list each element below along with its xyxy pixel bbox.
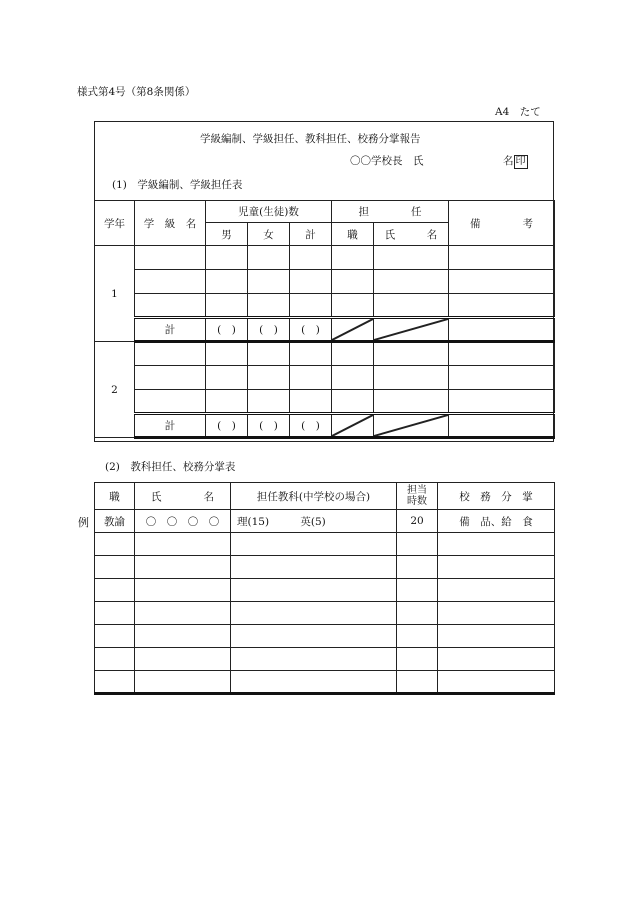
header-total: 計	[290, 223, 332, 246]
paren-male[interactable]: ( )	[206, 318, 248, 342]
example-duty: 備 品、給 食	[438, 510, 555, 533]
table-cell[interactable]	[438, 602, 555, 625]
table-cell[interactable]	[206, 294, 248, 318]
paren-female[interactable]: ( )	[248, 318, 290, 342]
table-cell[interactable]	[397, 625, 438, 648]
table-cell[interactable]	[135, 533, 231, 556]
example-subject-1: 理(15)	[237, 515, 270, 528]
table-cell[interactable]	[231, 556, 397, 579]
table-cell[interactable]	[231, 533, 397, 556]
example-position: 教諭	[95, 510, 135, 533]
table-cell[interactable]	[248, 270, 290, 294]
table-cell[interactable]	[290, 342, 332, 366]
table-cell[interactable]	[135, 366, 206, 390]
table-cell[interactable]	[332, 366, 374, 390]
table-cell[interactable]	[332, 246, 374, 270]
table-cell[interactable]	[449, 414, 555, 438]
hours-line1: 担当	[407, 485, 427, 496]
table-cell[interactable]	[397, 556, 438, 579]
header-duty: 校 務 分 掌	[438, 483, 555, 510]
example-label: 例	[78, 516, 89, 529]
form-id: 様式第4号（第8条関係）	[77, 86, 196, 98]
table-cell[interactable]	[206, 342, 248, 366]
table-cell[interactable]	[135, 648, 231, 671]
table-cell[interactable]	[449, 270, 555, 294]
table-cell[interactable]	[248, 390, 290, 414]
table-cell[interactable]	[231, 602, 397, 625]
table-cell[interactable]	[95, 625, 135, 648]
table-cell[interactable]	[231, 648, 397, 671]
section1-heading: (1) 学級編制、学級担任表	[112, 179, 243, 191]
subtotal-label: 計	[135, 318, 206, 342]
table-cell[interactable]	[95, 648, 135, 671]
header-name: 氏 名	[135, 483, 231, 510]
diagonal-cell	[332, 414, 374, 438]
table-cell[interactable]	[231, 579, 397, 602]
table-cell[interactable]	[438, 556, 555, 579]
table-cell[interactable]	[248, 366, 290, 390]
header-subject: 担任教科(中学校の場合)	[231, 483, 397, 510]
example-subject	[231, 510, 397, 533]
table-cell[interactable]	[449, 342, 555, 366]
header-class-name: 学 級 名	[135, 201, 206, 246]
table-cell[interactable]	[290, 294, 332, 318]
table-cell[interactable]	[135, 246, 206, 270]
table-cell[interactable]	[438, 625, 555, 648]
table-cell[interactable]	[206, 366, 248, 390]
hours-line2: 時数	[407, 496, 427, 507]
table-cell[interactable]	[135, 556, 231, 579]
header-homeroom: 担 任	[332, 201, 449, 223]
table-cell[interactable]	[449, 390, 555, 414]
table-cell[interactable]	[95, 671, 135, 694]
table-cell[interactable]	[135, 602, 231, 625]
table-cell[interactable]	[95, 533, 135, 556]
table-cell[interactable]	[206, 390, 248, 414]
grade-cell: 2	[95, 342, 135, 438]
diagonal-cell	[374, 414, 449, 438]
table-cell[interactable]	[290, 246, 332, 270]
class-organization-table	[94, 200, 555, 439]
table-cell[interactable]	[135, 579, 231, 602]
table-cell[interactable]	[206, 270, 248, 294]
table-cell[interactable]	[248, 294, 290, 318]
table-cell[interactable]	[290, 366, 332, 390]
table-cell[interactable]	[374, 390, 449, 414]
table-cell[interactable]	[374, 246, 449, 270]
table-cell[interactable]	[248, 342, 290, 366]
header-hours	[397, 483, 438, 510]
subject-duty-table	[94, 482, 555, 695]
table-cell[interactable]	[135, 270, 206, 294]
example-name: 〇 〇 〇 〇	[135, 510, 231, 533]
table-cell[interactable]	[332, 342, 374, 366]
table-cell[interactable]	[374, 366, 449, 390]
table-cell[interactable]	[438, 648, 555, 671]
table-cell[interactable]	[397, 579, 438, 602]
paren-female[interactable]: ( )	[248, 414, 290, 438]
table-cell[interactable]	[135, 390, 206, 414]
table-cell[interactable]	[231, 625, 397, 648]
table-cell[interactable]	[449, 246, 555, 270]
example-subject-2: 英(5)	[300, 515, 326, 528]
table-cell[interactable]	[332, 294, 374, 318]
subtotal-label: 計	[135, 414, 206, 438]
example-hours: 20	[397, 510, 438, 533]
table-cell[interactable]	[290, 390, 332, 414]
header-female: 女	[248, 223, 290, 246]
principal-name-label	[503, 153, 528, 169]
table-cell[interactable]	[438, 671, 555, 694]
diagonal-cell	[374, 318, 449, 342]
table-cell[interactable]	[397, 602, 438, 625]
table-cell[interactable]	[248, 246, 290, 270]
table-cell[interactable]	[135, 342, 206, 366]
header-grade: 学年	[95, 201, 135, 246]
name-label: 名	[503, 155, 514, 167]
table-cell[interactable]	[95, 602, 135, 625]
seal-stamp: 印	[515, 156, 526, 167]
table-cell[interactable]	[332, 390, 374, 414]
table-cell[interactable]	[206, 246, 248, 270]
table-cell[interactable]	[135, 294, 206, 318]
diagonal-cell	[332, 318, 374, 342]
paper-note: A4 たて	[495, 106, 541, 118]
paren-male[interactable]: ( )	[206, 414, 248, 438]
table-cell[interactable]	[95, 556, 135, 579]
table-cell[interactable]	[135, 625, 231, 648]
paren-total[interactable]: ( )	[290, 318, 332, 342]
paren-total[interactable]: ( )	[290, 414, 332, 438]
header-pupils: 児童(生徒)数	[206, 201, 332, 223]
table-cell[interactable]	[449, 294, 555, 318]
header-remarks: 備 考	[449, 201, 555, 246]
table-cell[interactable]	[95, 579, 135, 602]
table-cell[interactable]	[332, 270, 374, 294]
table-cell[interactable]	[374, 294, 449, 318]
table-cell[interactable]	[438, 533, 555, 556]
header-name: 氏 名	[374, 223, 449, 246]
table-cell[interactable]	[438, 579, 555, 602]
table-cell[interactable]	[397, 648, 438, 671]
section2-heading: (2) 教科担任、校務分掌表	[105, 461, 236, 473]
table-cell[interactable]	[374, 270, 449, 294]
table-cell[interactable]	[135, 671, 231, 694]
table-cell[interactable]	[449, 366, 555, 390]
form-title: 学級編制、学級担任、教科担任、校務分掌報告	[200, 133, 421, 145]
table-cell[interactable]	[231, 671, 397, 694]
table-cell[interactable]	[290, 270, 332, 294]
header-position: 職	[332, 223, 374, 246]
header-male: 男	[206, 223, 248, 246]
header-position: 職	[95, 483, 135, 510]
grade-cell: 1	[95, 246, 135, 342]
table-cell[interactable]	[397, 533, 438, 556]
table-cell[interactable]	[449, 318, 555, 342]
table-cell[interactable]	[374, 342, 449, 366]
table-cell[interactable]	[397, 671, 438, 694]
principal-label: 〇〇学校長 氏	[350, 155, 424, 167]
